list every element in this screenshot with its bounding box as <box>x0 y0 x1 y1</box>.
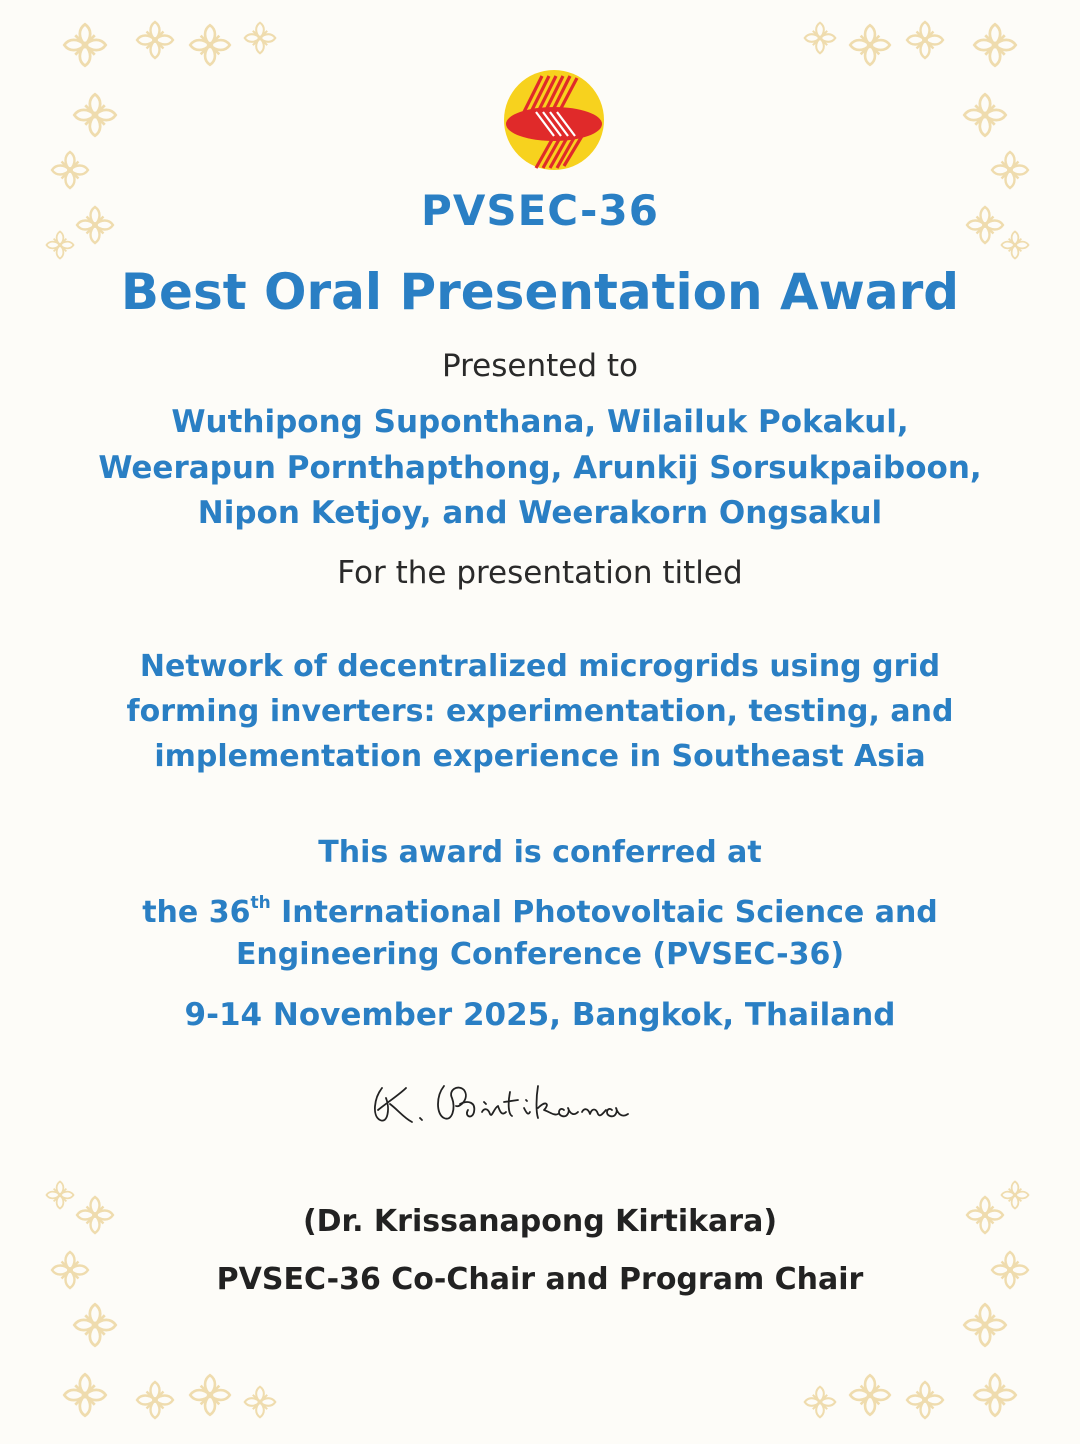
ornament-flower-icon <box>905 20 945 60</box>
ordinal-suffix: th <box>250 893 271 913</box>
author-line: Nipon Ketjoy, and Weerakorn Ongsakul <box>197 495 883 531</box>
conferred-label: This award is conferred at <box>318 835 762 870</box>
ornament-flower-icon <box>243 1385 277 1419</box>
presentation-title-line: implementation experience in Southeast Asia <box>154 739 926 774</box>
ornament-flower-icon <box>72 1302 118 1348</box>
presentation-title-line: forming inverters: experimentation, testing, and <box>126 694 954 729</box>
signer-title: PVSEC-36 Co-Chair and Program Chair <box>216 1262 864 1297</box>
ornament-flower-icon <box>243 21 277 55</box>
signer-name: (Dr. Krissanapong Kirtikara) <box>302 1204 778 1239</box>
ornament-flower-icon <box>188 23 232 67</box>
ornament-flower-icon <box>188 1373 232 1417</box>
presentation-title-line: Network of decentralized microgrids using grid <box>139 649 941 684</box>
presentation-title-label: For the presentation titled <box>337 555 743 591</box>
ornament-flower-icon <box>803 21 837 55</box>
ornament-flower-icon <box>962 1302 1008 1348</box>
ornament-flower-icon <box>990 150 1030 190</box>
conference-full-name-line2: Engineering Conference (PVSEC-36) <box>235 937 845 972</box>
conference-dates: 9-14 November 2025, Bangkok, Thailand <box>184 997 896 1033</box>
conference-full-name <box>0 893 1080 930</box>
ornament-flower-icon <box>135 1380 175 1420</box>
conference-name-rest: International Photovoltaic Science and <box>270 895 938 930</box>
ornament-flower-icon <box>62 22 108 68</box>
conference-name: PVSEC-36 <box>421 186 659 235</box>
ornament-flower-icon <box>62 1372 108 1418</box>
author-line: Weerapun Pornthapthong, Arunkij Sorsukpaiboon, <box>98 450 982 486</box>
ornament-flower-icon <box>962 92 1008 138</box>
ornament-flower-icon <box>972 22 1018 68</box>
conference-ordinal: the 36 <box>142 895 251 930</box>
ornament-flower-icon <box>50 150 90 190</box>
handwritten-signature <box>360 1068 650 1138</box>
ornament-flower-icon <box>972 1372 1018 1418</box>
author-line: Wuthipong Suponthana, Wilailuk Pokakul, <box>171 404 909 440</box>
presented-to-label: Presented to <box>441 348 639 384</box>
pvsec-logo-icon <box>502 68 606 172</box>
ornament-flower-icon <box>72 92 118 138</box>
ornament-flower-icon <box>803 1385 837 1419</box>
award-title: Best Oral Presentation Award <box>120 263 960 321</box>
ornament-flower-icon <box>848 1373 892 1417</box>
ornament-flower-icon <box>905 1380 945 1420</box>
ornament-flower-icon <box>848 23 892 67</box>
ornament-flower-icon <box>135 20 175 60</box>
